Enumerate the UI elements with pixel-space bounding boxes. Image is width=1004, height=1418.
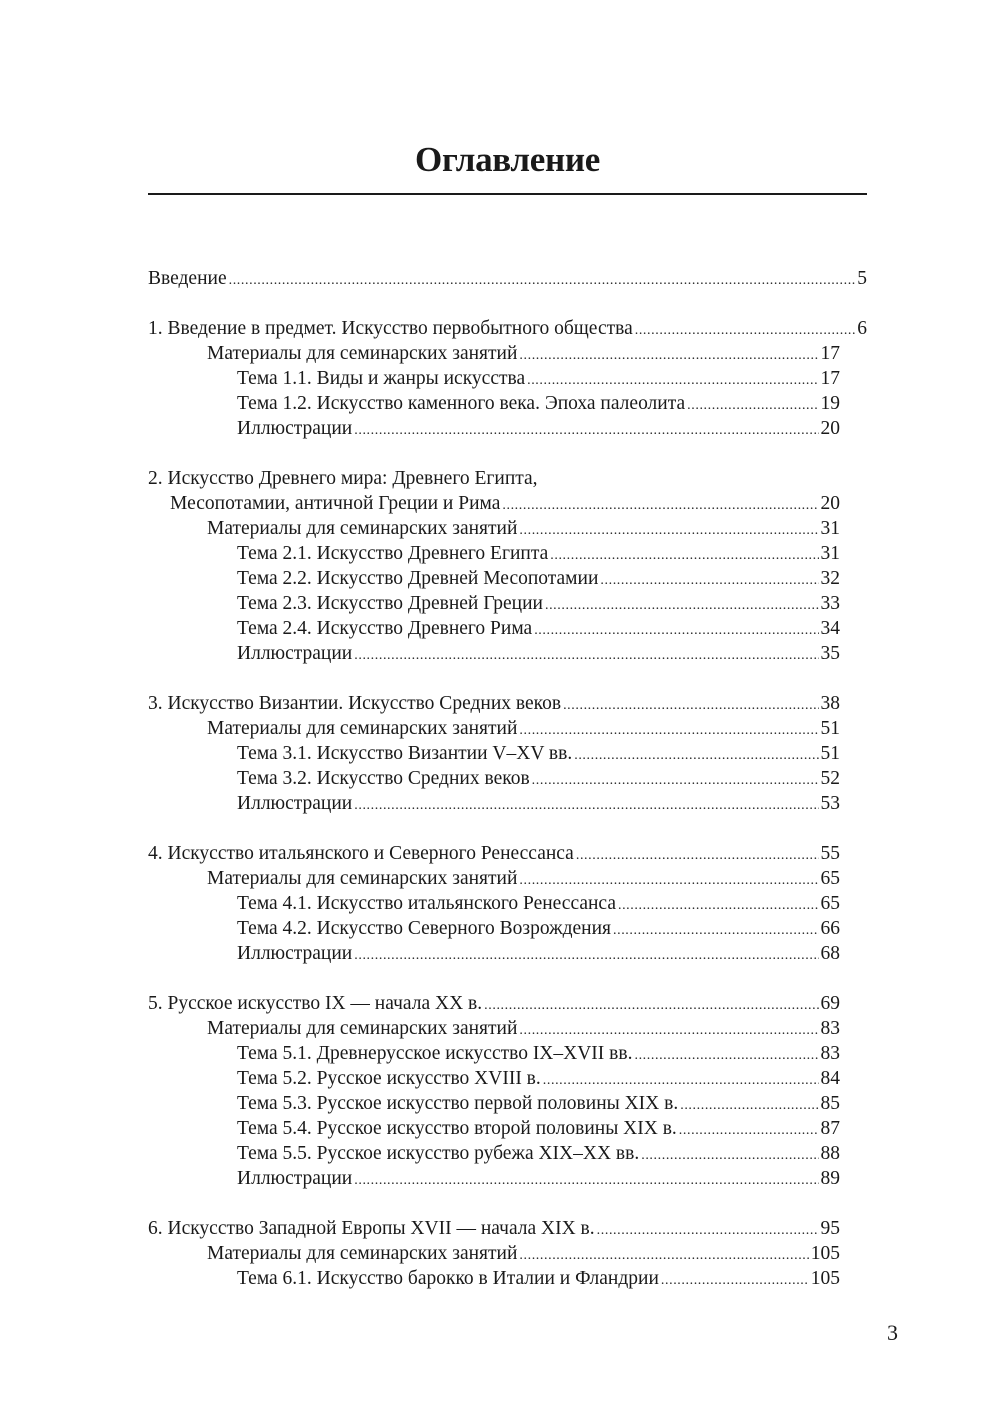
- dot-leader: [618, 891, 819, 918]
- dot-leader: [661, 1266, 809, 1293]
- toc-chapter-5[interactable]: 5. Русское искусство IX — начала XX в. ..... 69: [148, 991, 867, 1016]
- dot-leader: [354, 791, 818, 818]
- dot-leader: [354, 641, 818, 668]
- toc-topic-3-1[interactable]: Тема 3.1. Искусство Византии V–XV вв. ..... 51: [148, 741, 867, 766]
- toc-seminars-1[interactable]: Материалы для семинарских занятий ..... 17: [148, 341, 867, 366]
- toc-topic-2-2[interactable]: Тема 2.2. Искусство Древней Месопотамии ..... 32: [148, 566, 867, 591]
- dot-leader: [576, 841, 819, 868]
- dot-leader: [534, 616, 818, 643]
- dot-leader: [543, 1066, 819, 1093]
- spacer: [148, 666, 867, 691]
- dot-leader: [687, 391, 818, 418]
- dot-leader: [519, 1241, 808, 1268]
- dot-leader: [597, 1216, 819, 1243]
- dot-leader: [574, 741, 818, 768]
- toc-topic-5-1[interactable]: Тема 5.1. Древнерусское искусство IX–XVII вв. ..... 83: [148, 1041, 867, 1066]
- dot-leader: [519, 341, 818, 368]
- dot-leader: [519, 516, 818, 543]
- toc-chapter-2-line1[interactable]: 2. Искусство Древнего мира: Древнего Египта,: [148, 468, 538, 489]
- dot-leader: [484, 991, 818, 1018]
- toc-seminars-4[interactable]: Материалы для семинарских занятий ..... 65: [148, 866, 867, 891]
- dot-leader: [680, 1091, 818, 1118]
- dot-leader: [532, 766, 819, 793]
- dot-leader: [519, 866, 818, 893]
- toc-illustrations-1[interactable]: Иллюстрации ..... 20: [148, 416, 867, 441]
- dot-leader: [229, 266, 856, 293]
- toc-topic-1-2[interactable]: Тема 1.2. Искусство каменного века. Эпоха палеолита ..... 19: [148, 391, 867, 416]
- dot-leader: [635, 316, 856, 343]
- dot-leader: [641, 1141, 818, 1168]
- spacer: [148, 1191, 867, 1216]
- dot-leader: [527, 366, 818, 393]
- toc-topic-3-2[interactable]: Тема 3.2. Искусство Средних веков ..... 52: [148, 766, 867, 791]
- toc-chapter-2[interactable]: Месопотамии, античной Греции и Рима ..... 20: [148, 491, 867, 516]
- toc-illustrations-3[interactable]: Иллюстрации ..... 53: [148, 791, 867, 816]
- dot-leader: [613, 916, 819, 943]
- spacer: [148, 966, 867, 991]
- dot-leader: [354, 941, 818, 968]
- dot-leader: [563, 691, 818, 718]
- toc-entry-intro[interactable]: Введение ..... 5: [148, 266, 867, 291]
- toc-chapter-1[interactable]: 1. Введение в предмет. Искусство первобытного общества ..... 6: [148, 316, 867, 341]
- toc-topic-5-2[interactable]: Тема 5.2. Русское искусство XVIII в. ..... 84: [148, 1066, 867, 1091]
- toc-illustrations-4[interactable]: Иллюстрации ..... 68: [148, 941, 867, 966]
- toc-seminars-3[interactable]: Материалы для семинарских занятий ..... 51: [148, 716, 867, 741]
- toc-seminars-6[interactable]: Материалы для семинарских занятий ..... 105: [148, 1241, 867, 1266]
- title-rule: [148, 193, 867, 195]
- dot-leader: [679, 1116, 819, 1143]
- toc-topic-1-1[interactable]: Тема 1.1. Виды и жанры искусства ..... 17: [148, 366, 867, 391]
- toc-topic-4-2[interactable]: Тема 4.2. Искусство Северного Возрождения ..... 66: [148, 916, 867, 941]
- toc-topic-6-1[interactable]: Тема 6.1. Искусство барокко в Италии и Фландрии ..... 105: [148, 1266, 867, 1291]
- page-number: 3: [887, 1320, 898, 1345]
- toc-chapter-6[interactable]: 6. Искусство Западной Европы XVII — начала XIX в. ..... 95: [148, 1216, 867, 1241]
- toc-chapter-3[interactable]: 3. Искусство Византии. Искусство Средних веков ..... 38: [148, 691, 867, 716]
- toc-illustrations-2[interactable]: Иллюстрации ..... 35: [148, 641, 867, 666]
- dot-leader: [354, 416, 818, 443]
- page-title: Оглавление: [415, 140, 600, 179]
- toc-seminars-2[interactable]: Материалы для семинарских занятий ..... 31: [148, 516, 867, 541]
- spacer: [148, 816, 867, 841]
- toc-topic-2-3[interactable]: Тема 2.3. Искусство Древней Греции ..... 33: [148, 591, 867, 616]
- toc-illustrations-5[interactable]: Иллюстрации ..... 89: [148, 1166, 867, 1191]
- toc-seminars-5[interactable]: Материалы для семинарских занятий ..... 83: [148, 1016, 867, 1041]
- dot-leader: [502, 491, 818, 518]
- toc-chapter-4[interactable]: 4. Искусство итальянского и Северного Ренессанса ..... 55: [148, 841, 867, 866]
- dot-leader: [545, 591, 819, 618]
- toc-topic-2-4[interactable]: Тема 2.4. Искусство Древнего Рима ..... 34: [148, 616, 867, 641]
- toc-topic-5-5[interactable]: Тема 5.5. Русское искусство рубежа XIX–XX вв. ..... 88: [148, 1141, 867, 1166]
- toc-topic-2-1[interactable]: Тема 2.1. Искусство Древнего Египта ..... 31: [148, 541, 867, 566]
- spacer: [148, 291, 867, 316]
- dot-leader: [550, 541, 818, 568]
- toc-topic-5-4[interactable]: Тема 5.4. Русское искусство второй половины XIX в. ..... 87: [148, 1116, 867, 1141]
- dot-leader: [519, 716, 818, 743]
- dot-leader: [634, 1041, 818, 1068]
- dot-leader: [354, 1166, 818, 1193]
- dot-leader: [519, 1016, 818, 1043]
- spacer: [148, 441, 867, 466]
- dot-leader: [600, 566, 818, 593]
- table-of-contents: [148, 266, 867, 1291]
- toc-topic-5-3[interactable]: Тема 5.3. Русское искусство первой половины XIX в. ..... 85: [148, 1091, 867, 1116]
- toc-topic-4-1[interactable]: Тема 4.1. Искусство итальянского Ренессанса ..... 65: [148, 891, 867, 916]
